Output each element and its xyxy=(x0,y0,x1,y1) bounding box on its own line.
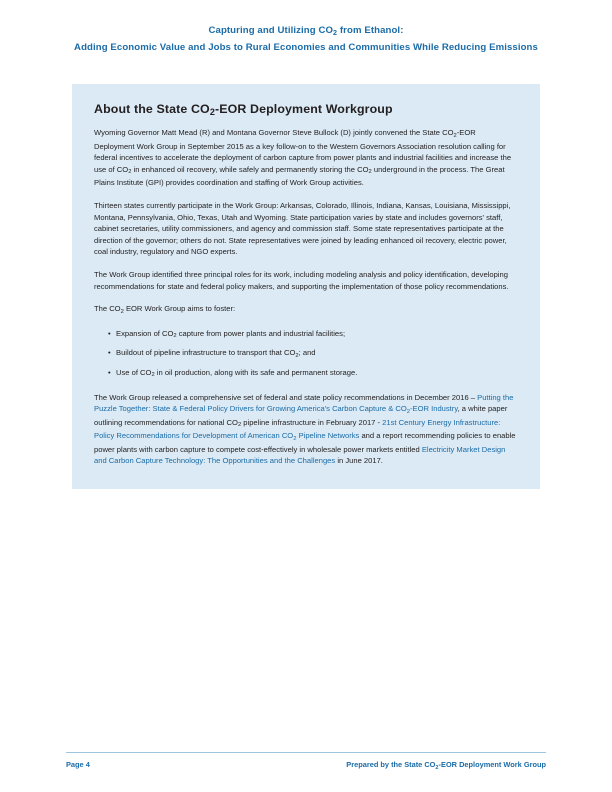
header-title-part-a: Capturing and Utilizing CO xyxy=(208,25,334,36)
panel-heading xyxy=(94,102,518,116)
document-header xyxy=(0,0,612,56)
document-footer xyxy=(66,760,546,769)
link-21st-century-energy-infrastructure[interactable]: 21st Century Energy Infrastructure: Policy Recommendations for Development of American $CO_2$ Pipeline Networks xyxy=(94,417,501,442)
header-title-part-b: from Ethanol: xyxy=(337,25,404,36)
panel-heading-part-b: -EOR Deployment Workgroup xyxy=(214,102,393,116)
paragraph-participating-states: Thirteen states currently participate in the Work Group: Arkansas, Colorado, Illinois, Indiana, Kansas, Louisiana, Mississippi, Montana, Pennsylvania, Ohio, Texas, Utah and Wyoming. State participation varies by state and includes governors' staff, cabinet secretaries, utility commissioners, and agency and commission staff. Some state representatives participate at the direction of the governor; others do not. State representatives were joined by leading enhanced oil recovery, electric power, coal industry, regulatory and NGO experts. xyxy=(94,200,511,257)
link-putting-the-puzzle-together[interactable]: Putting the Puzzle Together: State & Federal Policy Drivers for Growing America's Carbon Capture & $CO_2$-EOR Industry xyxy=(94,392,514,415)
paragraph-aims-intro: The $CO_2$ EOR Work Group aims to foster: xyxy=(94,304,236,315)
paragraph-convening: Wyoming Governor Matt Mead (R) and Montana Governor Steve Bullock (D) jointly convened the State $CO_2$-EOR Deployment Work Group in September 2015 as a key follow-on to the Western Governors Association resolution calling for federal incentives to accelerate the deployment of carbon capture from power plants and industrial facilities and increase the use of $CO_2$ in enhanced oil recovery, while safely and permanently storing the $CO_2$ underground in the process. The Great Plains Institute (GPI) provides coordination and staffing of Work Group activities. xyxy=(94,128,512,188)
footer-divider xyxy=(66,752,546,753)
header-title-line-1 xyxy=(0,22,612,39)
panel-heading-subscript: 2 xyxy=(209,107,215,117)
paragraph-principal-roles: The Work Group identified three principal roles for its work, including modeling analysis and policy identification, developing recommendations for state and federal policy makers, and supporting the implementation of those policy recommendations. xyxy=(94,269,509,291)
panel-heading-part-a: About the State CO xyxy=(94,102,210,116)
header-title-line-2: Adding Economic Value and Jobs to Rural Economies and Communities While Reducing Emissions xyxy=(74,42,538,53)
header-title-subscript: 2 xyxy=(333,28,338,37)
link-electricity-market-design[interactable]: Electricity Market Design and Carbon Capture Technology: The Opportunities and the Challenges xyxy=(94,444,506,466)
footer-attribution: Prepared by the State $CO_2$-EOR Deployment Work Group xyxy=(346,760,546,771)
list-item: • Expansion of $CO_2$ capture from power plants and industrial facilities; xyxy=(108,328,518,342)
paragraph-publications: The Work Group released a comprehensive set of federal and state policy recommendations in December 2016 – Putting the Puzzle Together: State & Federal Policy Drivers for Growing America's Carbon Capture & $CO_2$-EOR Industry, a white paper outlining recommendations for national $CO_2$ pipeline infrastructure in February 2017 - 21st Century Energy Infrastructure: Policy Recommendations for Development of American $CO_2$ Pipeline Networks and a report recommending policies to enable power plants with carbon capture to compete cost-effectively in wholesale power markets entitled Electricity Market Design and Carbon Capture Technology: The Opportunities and the Challenges in June 2017. xyxy=(94,392,516,466)
aims-bullet-list xyxy=(94,328,518,381)
about-workgroup-panel xyxy=(72,84,540,489)
page-number: Page 4 xyxy=(66,760,90,769)
list-item: • Buildout of pipeline infrastructure to transport that $CO_2$; and xyxy=(108,347,518,361)
list-item: • Use of $CO_2$ in oil production, along with its safe and permanent storage. xyxy=(108,367,518,381)
